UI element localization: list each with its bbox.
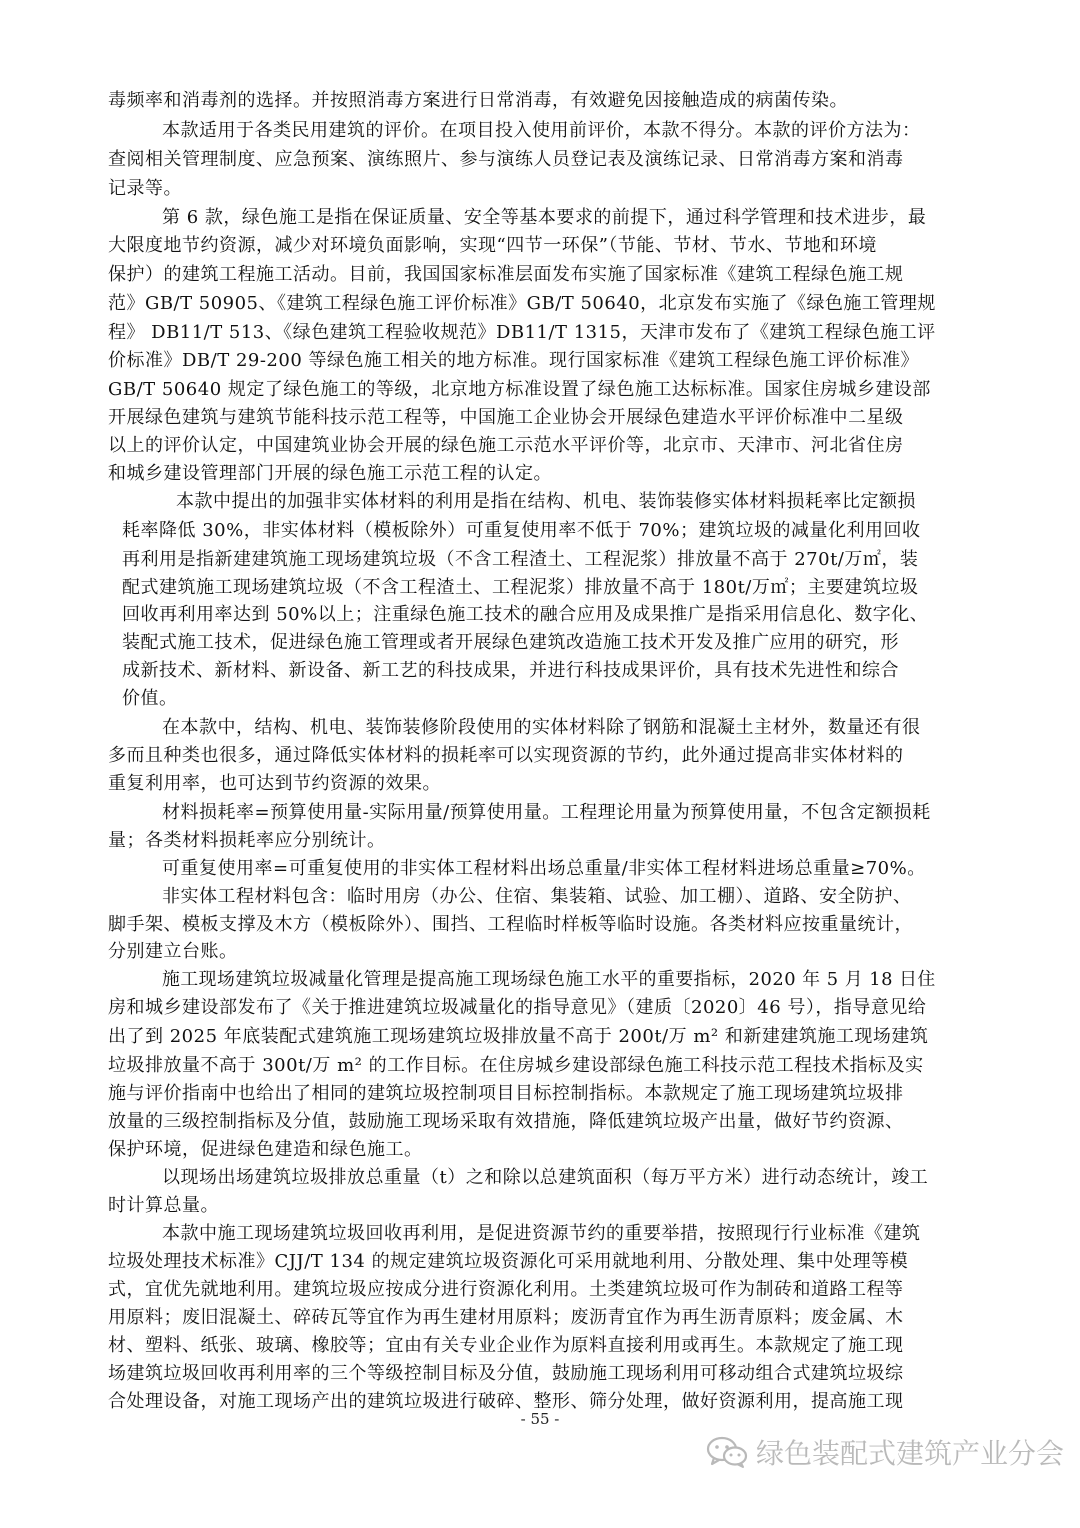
text-line: 量；各类材料损耗率应分别统计。 — [108, 830, 386, 851]
text-line: 合处理设备，对施工现场产出的建筑垃圾进行破碎、整形、筛分处理，做好资源利用，提高施工现 — [108, 1391, 904, 1412]
text-line: GB/T 50640 规定了绿色施工的等级，北京地方标准设置了绿色施工达标标准。国家住房城乡建设部 — [108, 379, 931, 400]
watermark-text: 绿色装配式建筑产业分会 — [756, 1437, 1065, 1470]
text-line: 垃圾处理技术标准》CJJ/T 134 的规定建筑垃圾资源化可采用就地利用、分散处理、集中处理等模 — [108, 1251, 909, 1272]
text-line: 以上的评价认定，中国建筑业协会开展的绿色施工示范水平评价等，北京市、天津市、河北省住房 — [108, 435, 904, 456]
text-line: 非实体工程材料包含：临时用房（办公、住宿、集装箱、试验、加工棚）、道路、安全防护、 — [162, 886, 912, 907]
text-line: 回收再利用率达到 50%以上；注重绿色施工技术的融合应用及成果推广是指采用信息化、数字化、 — [122, 604, 929, 625]
wechat-icon — [706, 1435, 748, 1469]
text-line: 在本款中，结构、机电、装饰装修阶段使用的实体材料除了钢筋和混凝土主材外，数量还有很 — [162, 717, 921, 738]
text-line: 价值。 — [122, 688, 178, 709]
text-line: 式，宜优先就地利用。建筑垃圾应按成分进行资源化利用。土类建筑垃圾可作为制砖和道路工程等 — [108, 1279, 904, 1300]
text-line: 多而且种类也很多，通过降低实体材料的损耗率可以实现资源的节约，此外通过提高非实体材料的 — [108, 745, 904, 766]
text-line: 分别建立台账。 — [108, 941, 238, 962]
text-line: 房和城乡建设部发布了《关于推进建筑垃圾减量化的指导意见》（建质〔2020〕46 号），指导意见给 — [108, 997, 927, 1018]
text-line: 范》GB/T 50905、《建筑工程绿色施工评价标准》GB/T 50640，北京发布实施了《绿色施工管理规 — [108, 293, 936, 314]
text-line: 保护环境，促进绿色建造和绿色施工。 — [108, 1139, 423, 1160]
text-line: 放量的三级控制指标及分值，鼓励施工现场采取有效措施，降低建筑垃圾产出量，做好节约资源、 — [108, 1111, 904, 1132]
text-line: 价标准》DB/T 29-200 等绿色施工相关的地方标准。现行国家标准《建筑工程绿色施工评价标准》 — [108, 350, 920, 371]
page-number: - 55 - — [520, 1410, 560, 1428]
text-line: 第 6 款，绿色施工是指在保证质量、安全等基本要求的前提下，通过科学管理和技术进步，最 — [162, 207, 927, 228]
text-line: 和城乡建设管理部门开展的绿色施工示范工程的认定。 — [108, 463, 552, 484]
text-line: 脚手架、模板支撑及木方（模板除外）、围挡、工程临时样板等临时设施。各类材料应按重量统计， — [108, 914, 913, 935]
text-line: 配式建筑施工现场建筑垃圾（不含工程渣土、工程泥浆）排放量不高于 180t/万㎡；主要建筑垃圾 — [122, 577, 919, 598]
watermark — [706, 1432, 1064, 1472]
text-line: 本款中提出的加强非实体材料的利用是指在结构、机电、装饰装修实体材料损耗率比定额损 — [176, 491, 916, 512]
text-line: 场建筑垃圾回收再利用率的三个等级控制目标及分值，鼓励施工现场利用可移动组合式建筑垃圾综 — [108, 1363, 904, 1384]
text-line: 耗率降低 30%，非实体材料（模板除外）可重复使用率不低于 70%；建筑垃圾的减量化利用回收 — [122, 520, 921, 541]
text-line: 毒频率和消毒剂的选择。并按照消毒方案进行日常消毒，有效避免因接触造成的病菌传染。 — [108, 90, 848, 111]
text-line: 材料损耗率=预算使用量-实际用量/预算使用量。工程理论用量为预算使用量，不包含定额损耗 — [162, 802, 931, 823]
text-line: 记录等。 — [108, 178, 182, 199]
text-line: 施工现场建筑垃圾减量化管理是提高施工现场绿色施工水平的重要指标，2020 年 5 月 18 日住 — [162, 969, 936, 990]
text-line: 以现场出场建筑垃圾排放总重量（t）之和除以总建筑面积（每万平方米）进行动态统计，竣工 — [162, 1167, 929, 1188]
text-line: 再利用是指新建建筑施工现场建筑垃圾（不含工程渣土、工程泥浆）排放量不高于 270t/万㎡，装 — [122, 549, 919, 570]
text-line: 垃圾排放量不高于 300t/万 m² 的工作目标。在住房城乡建设部绿色施工科技示范工程技术指标及实 — [108, 1055, 924, 1076]
text-line: 保护）的建筑工程施工活动。目前，我国国家标准层面发布实施了国家标准《建筑工程绿色施工规 — [108, 264, 904, 285]
text-line: 本款适用于各类民用建筑的评价。在项目投入使用前评价，本款不得分。本款的评价方法为： — [162, 120, 921, 141]
text-line: 程》 DB11/T 513、《绿色建筑工程验收规范》DB11/T 1315，天津市发布了《建筑工程绿色施工评 — [108, 322, 936, 343]
text-line: 材、塑料、纸张、玻璃、橡胶等；宜由有关专业企业作为原料直接利用或再生。本款规定了施工现 — [108, 1335, 904, 1356]
text-line: 本款中施工现场建筑垃圾回收再利用，是促进资源节约的重要举措，按照现行行业标准《建筑 — [162, 1223, 921, 1244]
text-line: 出了到 2025 年底装配式建筑施工现场建筑垃圾排放量不高于 200t/万 m² 和新建建筑施工现场建筑 — [108, 1026, 929, 1047]
text-line: 时计算总量。 — [108, 1195, 219, 1216]
text-line: 成新技术、新材料、新设备、新工艺的科技成果，并进行科技成果评价，具有技术先进性和综合 — [122, 660, 899, 681]
text-line: 可重复使用率=可重复使用的非实体工程材料出场总重量/非实体工程材料进场总重量≥70%。 — [162, 858, 926, 879]
text-line: 查阅相关管理制度、应急预案、演练照片、参与演练人员登记表及演练记录、日常消毒方案和消毒 — [108, 149, 904, 170]
text-line: 大限度地节约资源，减少对环境负面影响，实现“四节一环保”（节能、节材、节水、节地和环境 — [108, 235, 877, 256]
text-line: 开展绿色建筑与建筑节能科技示范工程等，中国施工企业协会开展绿色建造水平评价标准中二星级 — [108, 407, 904, 428]
text-line: 用原料；废旧混凝土、碎砖瓦等宜作为再生建材用原料；废沥青宜作为再生沥青原料；废金属、木 — [108, 1307, 904, 1328]
text-line: 重复利用率，也可达到节约资源的效果。 — [108, 773, 441, 794]
text-line: 装配式施工技术，促进绿色施工管理或者开展绿色建筑改造施工技术开发及推广应用的研究，形 — [122, 632, 899, 653]
text-line: 施与评价指南中也给出了相同的建筑垃圾控制项目目标控制指标。本款规定了施工现场建筑垃圾排 — [108, 1083, 904, 1104]
